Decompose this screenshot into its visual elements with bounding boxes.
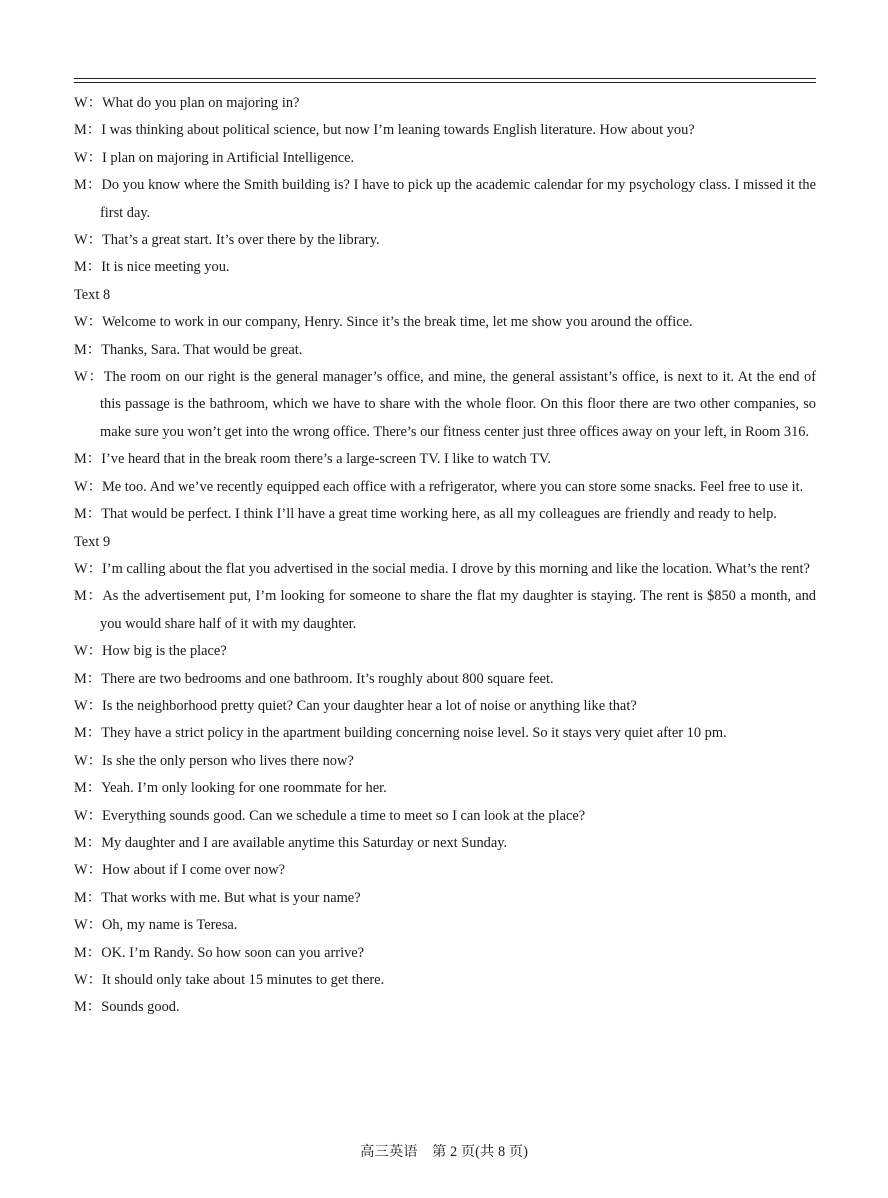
line-text: They have a strict policy in the apartment building concerning noise level. So it stays very quiet after 10 pm. bbox=[101, 725, 727, 742]
line-text: Do you know where the Smith building is? I have to pick up the academic calendar for my psychology class. I missed it the first day. bbox=[100, 177, 816, 221]
speaker-separator: ： bbox=[86, 451, 102, 468]
dialogue-line bbox=[74, 693, 816, 720]
speaker-label: M bbox=[74, 177, 87, 194]
dialogue-line bbox=[74, 775, 816, 802]
dialogue-line bbox=[74, 556, 816, 583]
speaker-separator: ： bbox=[86, 889, 102, 906]
speaker-label: M bbox=[74, 999, 87, 1016]
dialogue-line bbox=[74, 912, 816, 939]
section-heading: Text 9 bbox=[74, 533, 111, 550]
speaker-label: M bbox=[74, 944, 87, 961]
dialogue-line bbox=[74, 994, 816, 1021]
speaker-label: W bbox=[74, 478, 88, 495]
dialogue-line bbox=[74, 474, 816, 501]
dialogue-line bbox=[74, 857, 816, 884]
line-text: OK. I’m Randy. So how soon can you arrive? bbox=[101, 944, 365, 961]
speaker-label: M bbox=[74, 341, 87, 358]
line-text: Is the neighborhood pretty quiet? Can your daughter hear a lot of noise or anything like that? bbox=[102, 697, 637, 714]
dialogue-line bbox=[74, 501, 816, 528]
speaker-separator: ： bbox=[87, 478, 102, 495]
line-text: What do you plan on majoring in? bbox=[102, 95, 300, 111]
dialogue-line bbox=[74, 364, 816, 446]
speaker-separator: ： bbox=[87, 369, 104, 386]
dialogue-line bbox=[74, 117, 816, 144]
speaker-label: W bbox=[74, 369, 88, 386]
line-text: I’m calling about the flat you advertised in the social media. I drove by this morning and like the location. What’s the rent? bbox=[102, 560, 810, 577]
speaker-separator: ： bbox=[87, 149, 102, 166]
line-text: Is she the only person who lives there now? bbox=[102, 752, 354, 769]
speaker-separator: ： bbox=[86, 999, 102, 1016]
speaker-separator: ： bbox=[87, 232, 102, 249]
line-text: I was thinking about political science, but now I’m leaning towards English literature. How about you? bbox=[101, 122, 695, 139]
line-text: How big is the place? bbox=[102, 643, 227, 660]
line-text: Yeah. I’m only looking for one roommate for her. bbox=[101, 780, 387, 797]
speaker-separator: ： bbox=[87, 752, 102, 769]
speaker-separator: ： bbox=[86, 341, 102, 358]
line-text: I plan on majoring in Artificial Intelligence. bbox=[102, 149, 355, 166]
speaker-separator: ： bbox=[87, 314, 102, 331]
speaker-separator: ： bbox=[86, 122, 102, 139]
speaker-separator: ： bbox=[86, 780, 102, 797]
line-text: How about if I come over now? bbox=[102, 862, 286, 879]
dialogue-line bbox=[74, 446, 816, 473]
speaker-label: W bbox=[74, 697, 88, 714]
line-text: It should only take about 15 minutes to get there. bbox=[102, 972, 385, 988]
dialogue-line bbox=[74, 337, 816, 364]
speaker-label: W bbox=[74, 232, 88, 249]
dialogue-line bbox=[74, 638, 816, 665]
speaker-label: M bbox=[74, 588, 87, 605]
speaker-separator: ： bbox=[86, 506, 102, 523]
speaker-separator: ： bbox=[86, 588, 103, 605]
line-text: That’s a great start. It’s over there by the library. bbox=[102, 232, 380, 249]
speaker-separator: ： bbox=[87, 972, 102, 988]
speaker-separator: ： bbox=[87, 697, 102, 714]
line-text: Oh, my name is Teresa. bbox=[102, 917, 238, 934]
speaker-separator: ： bbox=[87, 643, 102, 660]
speaker-separator: ： bbox=[87, 95, 102, 111]
speaker-label: W bbox=[74, 314, 88, 331]
speaker-separator: ： bbox=[87, 807, 102, 824]
speaker-separator: ： bbox=[86, 177, 102, 194]
speaker-label: M bbox=[74, 725, 87, 742]
speaker-label: W bbox=[74, 972, 88, 988]
line-text: It is nice meeting you. bbox=[101, 259, 230, 276]
speaker-label: M bbox=[74, 780, 87, 797]
line-text: As the advertisement put, I’m looking for someone to share the flat my daughter is staying. The rent is $850 a month, and you would share half of it with my daughter. bbox=[100, 588, 816, 632]
section-heading: Text 8 bbox=[74, 286, 111, 303]
speaker-separator: ： bbox=[87, 560, 102, 577]
dialogue-line bbox=[74, 803, 816, 830]
speaker-separator: ： bbox=[86, 725, 102, 742]
speaker-label: W bbox=[74, 95, 88, 111]
line-text: There are two bedrooms and one bathroom. It’s roughly about 800 square feet. bbox=[101, 670, 554, 687]
line-text: The room on our right is the general manager’s office, and mine, the general assistant’s office, is next to it. At the end of this passage is the bathroom, which we have to share with the whole floor. On this floor there are two other companies, so make sure you won’t get into the wrong office. There’s our fitness center just three offices away on your left, in Room 316. bbox=[100, 369, 816, 440]
top-rule bbox=[74, 78, 816, 79]
dialogue-line bbox=[74, 940, 816, 967]
dialogue-line bbox=[74, 748, 816, 775]
speaker-label: M bbox=[74, 451, 87, 468]
line-text: Sounds good. bbox=[101, 999, 180, 1016]
speaker-label: W bbox=[74, 807, 88, 824]
line-text: Me too. And we’ve recently equipped each office with a refrigerator, where you can store some snacks. Feel free to use it. bbox=[102, 478, 804, 495]
dialogue-line bbox=[74, 309, 816, 336]
page-footer: 高三英语 第 2 页(共 8 页) bbox=[360, 1144, 528, 1160]
dialogue-line bbox=[74, 227, 816, 254]
top-rule-secondary bbox=[74, 82, 816, 83]
speaker-label: W bbox=[74, 560, 88, 577]
speaker-separator: ： bbox=[87, 917, 102, 934]
dialogue-line bbox=[74, 885, 816, 912]
speaker-separator: ： bbox=[86, 259, 102, 276]
line-text: My daughter and I are available anytime this Saturday or next Sunday. bbox=[101, 834, 508, 851]
dialogue-body bbox=[74, 90, 816, 1022]
speaker-separator: ： bbox=[86, 944, 102, 961]
dialogue-line bbox=[74, 145, 816, 172]
line-text: Everything sounds good. Can we schedule a time to meet so I can look at the place? bbox=[102, 807, 586, 824]
speaker-separator: ： bbox=[86, 834, 102, 851]
line-text: That works with me. But what is your name? bbox=[101, 889, 361, 906]
dialogue-line bbox=[74, 254, 816, 281]
dialogue-line bbox=[74, 583, 816, 638]
speaker-label: M bbox=[74, 259, 87, 276]
speaker-label: W bbox=[74, 917, 88, 934]
dialogue-line bbox=[74, 720, 816, 747]
speaker-label: W bbox=[74, 752, 88, 769]
speaker-label: W bbox=[74, 862, 88, 879]
line-text: Welcome to work in our company, Henry. Since it’s the break time, let me show you around the office. bbox=[102, 314, 693, 331]
speaker-label: W bbox=[74, 643, 88, 660]
speaker-separator: ： bbox=[87, 862, 102, 879]
speaker-label: M bbox=[74, 834, 87, 851]
line-text: Thanks, Sara. That would be great. bbox=[101, 341, 303, 358]
speaker-label: W bbox=[74, 149, 88, 166]
dialogue-line bbox=[74, 830, 816, 857]
speaker-label: M bbox=[74, 670, 87, 687]
dialogue-line bbox=[74, 967, 816, 994]
dialogue-line bbox=[74, 666, 816, 693]
dialogue-line bbox=[74, 90, 816, 117]
speaker-label: M bbox=[74, 122, 87, 139]
dialogue-line bbox=[74, 172, 816, 227]
line-text: That would be perfect. I think I’ll have a great time working here, as all my colleagues are friendly and ready to help. bbox=[101, 506, 777, 523]
line-text: I’ve heard that in the break room there’s a large-screen TV. I like to watch TV. bbox=[101, 451, 552, 468]
speaker-label: M bbox=[74, 889, 87, 906]
speaker-separator: ： bbox=[86, 670, 102, 687]
speaker-label: M bbox=[74, 506, 87, 523]
